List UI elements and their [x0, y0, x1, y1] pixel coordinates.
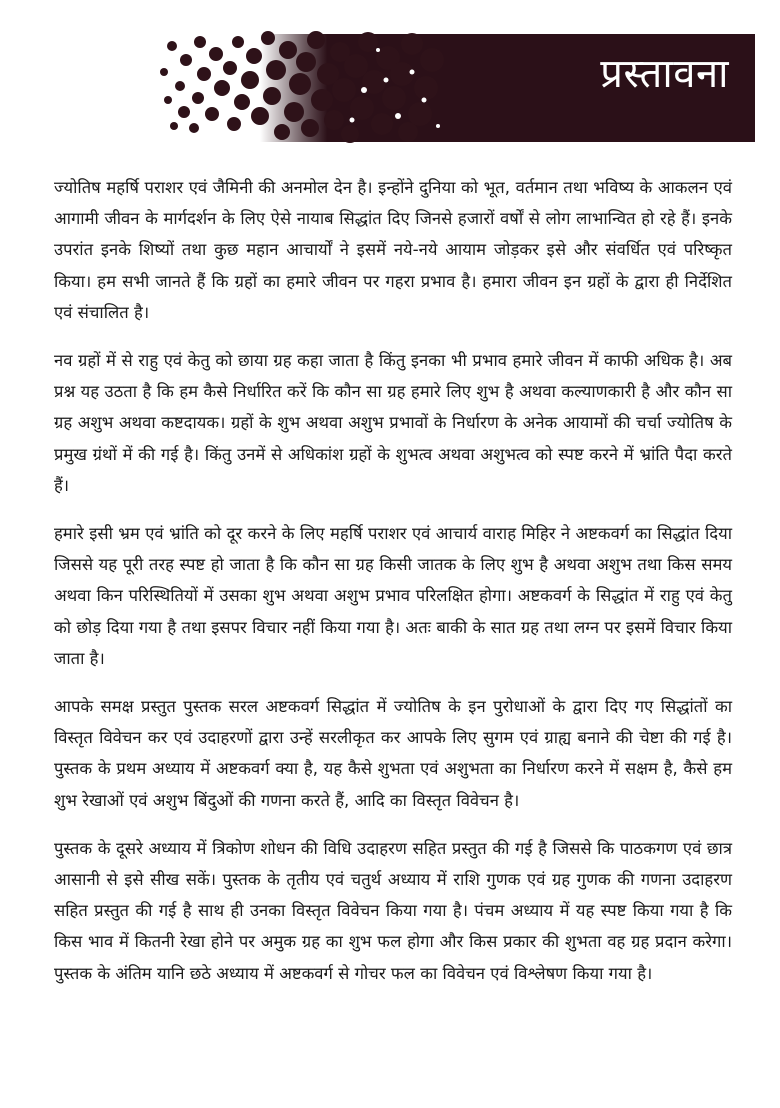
paragraph-2: नव ग्रहों में से राहु एवं केतु को छाया ग्रह कहा जाता है किंतु इनका भी प्रभाव हमारे जीवन में काफी अधिक है। अब प्रश्न यह उठता है कि हम कैसे निर्धारित करें कि कौन सा ग्रह हमारे लिए शुभ है अथवा कल्याणकारी है और कौन सा ग्रह अशुभ अथवा कष्टदायक। ग्रहों के शुभ अथवा अशुभ प्रभावों के निर्धारण के अनेक आयामों की चर्चा ज्योतिष के प्रमुख ग्रंथों में की गई है। किंतु उनमें से अधिकांश ग्रहों के शुभत्व अथवा अशुभत्व को स्पष्ट करने में भ्रांति पैदा करते हैं।	[54, 351, 732, 495]
title-banner	[150, 28, 755, 146]
paragraph-1: ज्योतिष महर्षि पराशर एवं जैमिनी की अनमोल देन है। इन्होंने दुनिया को भूत, वर्तमान तथा भविष्य के आकलन एवं आगामी जीवन के मार्गदर्शन के लिए ऐसे नायाब सिद्धांत दिए जिनसे हजारों वर्षों से लोग लाभान्वित हो रहे हैं। इनके उपरांत इनके शिष्यों तथा कुछ महान आचार्यों ने इसमें नये-नये आयाम जोड़कर इसे और संवर्धित एवं परिष्कृत किया। हम सभी जानते हैं कि ग्रहों का हमारे जीवन पर गहरा प्रभाव है। हमारा जीवन इन ग्रहों के द्वारा ही निर्देशित एवं संचालित है।	[54, 178, 733, 322]
paragraph-4: आपके समक्ष प्रस्तुत पुस्तक सरल अष्टकवर्ग सिद्धांत में ज्योतिष के इन पुरोधाओं के द्वारा दिए गए सिद्धांतों का विस्तृत विवेचन कर एवं उदाहरणों द्वारा उन्हें सरलीकृत कर आपके लिए सुगम एवं ग्राह्य बनाने की चेष्टा की गई है। पुस्तक के प्रथम अध्याय में अष्टकवर्ग क्या है, यह कैसे शुभता एवं अशुभता का निर्धारण करने में सक्षम है, कैसे हम शुभ रेखाओं एवं अशुभ बिंदुओं की गणना करते हैं, आदि का विस्तृत विवेचन है।	[54, 697, 732, 810]
paragraph-5: पुस्तक के दूसरे अध्याय में त्रिकोण शोधन की विधि उदाहरण सहित प्रस्तुत की गई है जिससे कि पाठकगण एवं छात्र आसानी से इसे सीख सकें। पुस्तक के तृतीय एवं चतुर्थ अध्याय में राशि गुणक एवं ग्रह गुणक की गणना उदाहरण सहित प्रस्तुत की गई है साथ ही उनका विस्तृत विवेचन किया गया है। पंचम अध्याय में यह स्पष्ट किया गया है कि किस भाव में कितनी रेखा होने पर अमुक ग्रह का शुभ फल होगा और किस प्रकार की शुभता वह ग्रह प्रदान करेगा। पुस्तक के अंतिम यानि छठे अध्याय में अष्टकवर्ग से गोचर फल का विवेचन एवं विश्लेषण किया गया है।	[54, 838, 732, 983]
body-text	[54, 172, 732, 1006]
paragraph-3: हमारे इसी भ्रम एवं भ्रांति को दूर करने के लिए महर्षि पराशर एवं आचार्य वाराह मिहिर ने अष्टकवर्ग का सिद्धांत दिया जिससे यह पूरी तरह स्पष्ट हो जाता है कि कौन सा ग्रह किसी जातक के लिए शुभ है अथवा अशुभ तथा किस समय अथवा किन परिस्थितियों में उसका शुभ अथवा अशुभ प्रभाव परिलक्षित होगा। अष्टकवर्ग के सिद्धांत में राहु एवं केतु को छोड़ दिया गया है तथा इसपर विचार नहीं किया गया है। अतः बाकी के सात ग्रह तथा लग्न पर इसमें विचार किया जाता है।	[54, 524, 732, 668]
page-title: प्रस्तावना	[600, 51, 729, 97]
